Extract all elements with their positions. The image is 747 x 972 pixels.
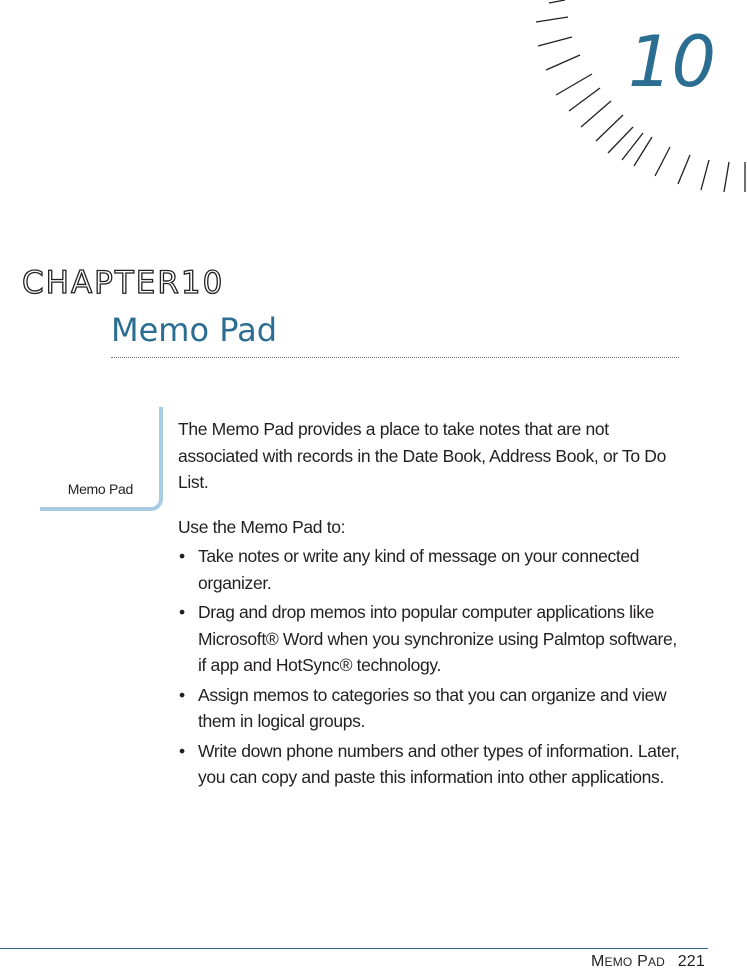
section-tab-label: Memo Pad [67, 481, 133, 497]
list-item: • Drag and drop memos into popular computer applications like Microsoft® Word when you synchronize using Palmtop software, if app and HotSync® technology. [178, 599, 688, 679]
bullet-icon: • [179, 740, 185, 761]
chapter-label: CHAPTER10 [22, 265, 225, 301]
body-content [178, 416, 688, 794]
bullet-icon: • [179, 602, 185, 622]
intro-paragraph: The Memo Pad provides a place to take notes that are not associated with records in the Date Book, Address Book, or To Do List. [178, 419, 666, 492]
page-footer [591, 953, 705, 971]
footer-section-initial-1: M [590, 953, 605, 970]
footer-divider [0, 948, 708, 949]
footer-section-rest-1: EMO [604, 955, 633, 969]
lead-paragraph: Use the Memo Pad to: [178, 516, 346, 537]
title-divider [111, 357, 679, 358]
bullet-list [178, 543, 688, 791]
bullet-icon: • [179, 684, 185, 705]
page-number: 221 [677, 953, 705, 970]
footer-section-initial-2: P [637, 953, 648, 970]
list-item: • Take notes or write any kind of message on your connected organizer. [178, 543, 688, 596]
section-tab [40, 407, 163, 511]
chapter-title: Memo Pad [111, 311, 277, 349]
bullet-icon: • [179, 546, 185, 566]
list-item: • Write down phone numbers and other types of information. Later, you can copy and paste this information into other applications. [178, 738, 688, 791]
footer-section-rest-2: AD [647, 955, 666, 969]
list-item: • Assign memos to categories so that you can organize and view them in logical groups. [178, 682, 688, 735]
chapter-number: 10 [628, 21, 716, 103]
